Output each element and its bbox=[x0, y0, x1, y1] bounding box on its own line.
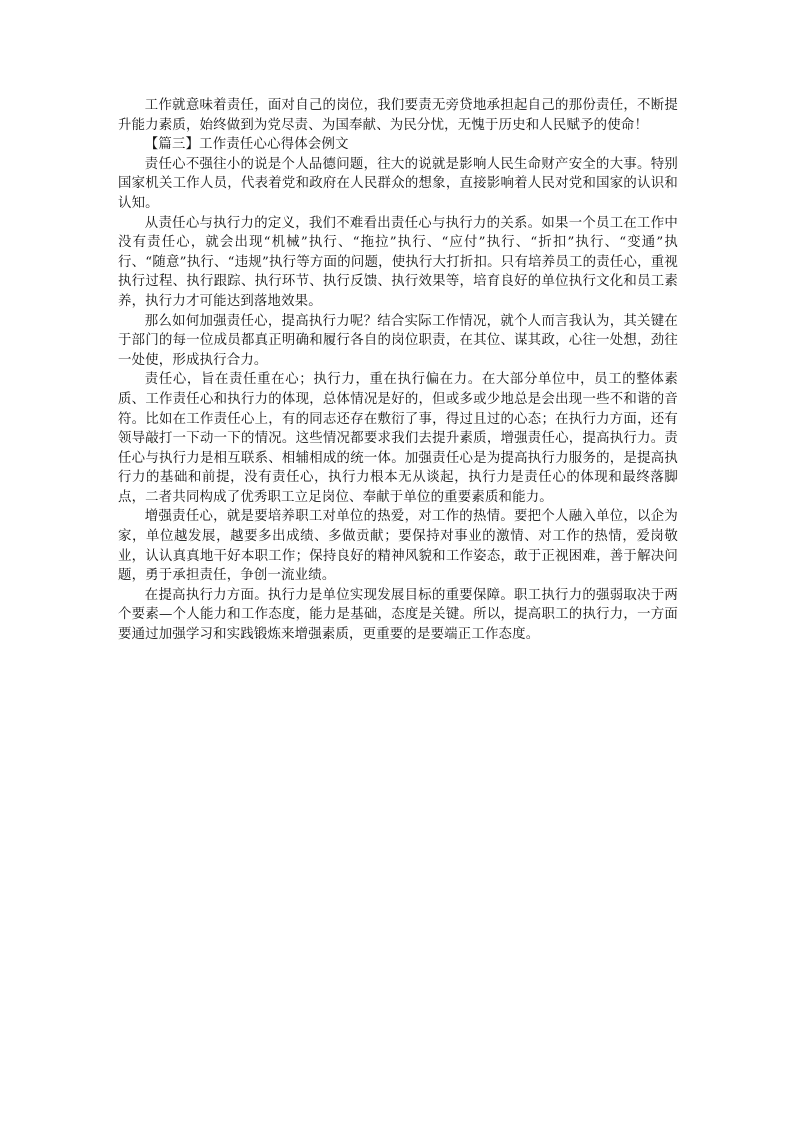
paragraph-responsibility-execution-relation: 从责任心与执行力的定义，我们不难看出责任心与执行力的关系。如果一个员工在工作中没有责任心，就会出现“机械”执行、“拖拉”执行、“应付”执行、“折扣”执行、“变通”执行、“随意”执行、“违规”执行等方面的问题，使执行大打折扣。只有培养员工的责任心，重视执行过程、执行跟踪、执行环节、执行反馈、执行效果等，培育良好的单位执行文化和员工素养，执行力才可能达到落地效果。 bbox=[118, 215, 678, 309]
paragraph-enhance-responsibility: 增强责任心，就是要培养职工对单位的热爱，对工作的热情。要把个人融入单位，以企为家，单位越发展，越要多出成绩、多做贡献；要保持对事业的激情、对工作的热情，爱岗敬业，认认真真地干好本职工作；保持良好的精神风貌和工作姿态，敢于正视困难，善于解决问题，勇于承担责任，争创一流业绩。 bbox=[118, 509, 678, 584]
document-body bbox=[118, 96, 678, 645]
paragraph-improve-execution: 在提高执行力方面。执行力是单位实现发展目标的重要保障。职工执行力的强弱取决于两个要素—个人能力和工作态度，能力是基础，态度是关键。所以，提高职工的执行力，一方面要通过加强学习和实践锻炼来增强素质，更重要的是要端正工作态度。 bbox=[118, 587, 678, 643]
paragraph-responsibility-importance: 责任心不强往小的说是个人品德问题，往大的说就是影响人民生命财产安全的大事。特别国家机关工作人员，代表着党和政府在人民群众的想象，直接影响着人民对党和国家的认识和认知。 bbox=[118, 156, 678, 211]
paragraph-conclusion: 工作就意味着责任，面对自己的岗位，我们要责无旁贷地承担起自己的那份责任，不断提升能力素质，始终做到为党尽责、为国奉献、为民分忧，无愧于历史和人民赋予的使命！ bbox=[118, 98, 678, 133]
paragraph-how-to-strengthen: 那么如何加强责任心，提高执行力呢？结合实际工作情况，就个人而言我认为，其关键在于部门的每一位成员都真正明确和履行各自的岗位职责，在其位、谋其政，心往一处想，劲往一处使，形成执行合力。 bbox=[118, 313, 678, 368]
section-heading: 【篇三】工作责任心心得体会例文 bbox=[144, 137, 349, 153]
paragraph-responsibility-in-heart: 责任心，旨在责任重在心；执行力，重在执行偏在力。在大部分单位中，员工的整体素质、工作责任心和执行力的体现，总体情况是好的，但或多或少地总是会出现一些不和谐的音符。比如在工作责任心上，有的同志还存在敷衍了事，得过且过的心态；在执行力方面，还有领导敲打一下动一下的情况。这些情况都要求我们去提升素质，增强责任心，提高执行力。责任心与执行力是相互联系、相辅相成的统一体。加强责任心是为提高执行力服务的，是提高执行力的基础和前提，没有责任心，执行力根本无从谈起，执行力是责任心的体现和最终落脚点，二者共同构成了优秀职工立足岗位、奉献于单位的重要素质和能力。 bbox=[118, 372, 678, 505]
